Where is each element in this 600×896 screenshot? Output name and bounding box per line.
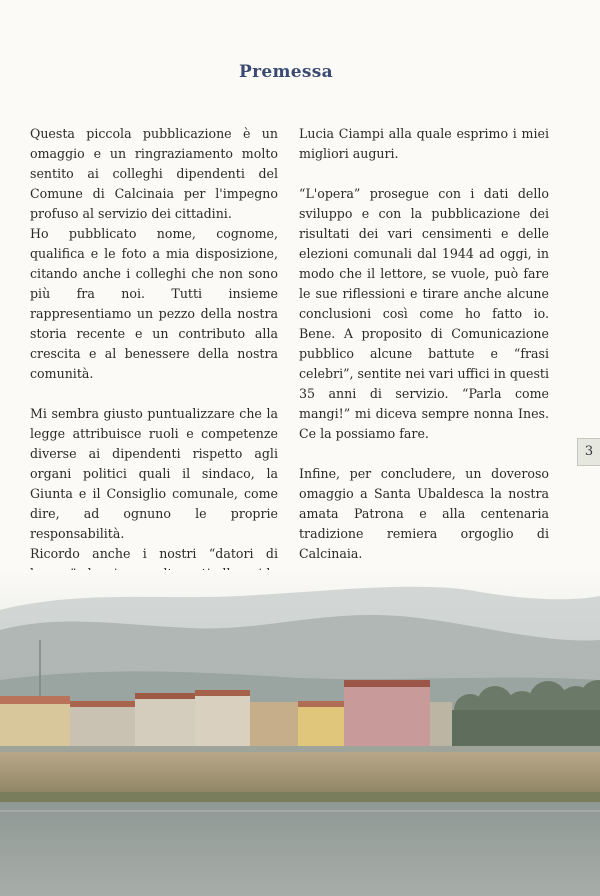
paragraph-intro: Questa piccola pubblicazione è un omaggio e un ringraziamento molto sentito ai colleghi dipendenti del Comune di Calcinaia per l'impegno profuso al servizio dei cittadini. [30,126,278,221]
left-text-column [30,124,278,624]
landscape-photo [0,570,600,896]
paragraph-employers: Ricordo anche i nostri “datori di [30,546,278,561]
paragraph-names: Ho pubblicato nome, cognome, qualifica e le foto a mia disposizione, citando anche i colleghi che non sono più fra noi. Tutti insieme rappresentiamo un pezzo della nostra storia recente e un contributo alla crescita e al benessere della nostra comunità. [30,226,278,381]
paragraph-work: “L'opera” prosegue con i dati dello sviluppo e con la pubblicazione dei risultati dei vari censimenti e delle elezioni comunali dal 1944 ad oggi, in modo che il lettore, se vuole, può fare le sue riflessioni e tirare anche alcune conclusioni così come ho fatto io. Bene. A proposito di Comunicazione pubblico alcune battute e “frasi celebri”, sentite nei vari uffici in questi 35 anni di servizio. “Parla come mangi!” mi diceva sempre nonna Ines. Ce la possiamo fare. [299,186,549,441]
calcinaia-riverside-illustration [0,570,600,896]
paragraph-conclusion: Infine, per concludere, un doveroso omaggio a Santa Ubaldesca la nostra amata Patrona e alla centenaria tradizione remiera orgoglio di Calcinaia. [299,466,549,561]
paragraph-roles: Mi sembra giusto puntualizzare che la legge attribuisce ruoli e competenze diverse ai dipendenti rispetto agli organi politici quali il sindaco, la Giunta e il Consiglio comunale, come dire, ad ognuno le proprie responsabilità. [30,406,278,541]
page-number-tab: 3 [577,438,600,466]
page-title: Premessa [239,62,333,82]
paragraph-mayor: Lucia Ciampi alla quale esprimo i miei migliori auguri. [299,126,549,161]
right-text-column [299,124,549,610]
